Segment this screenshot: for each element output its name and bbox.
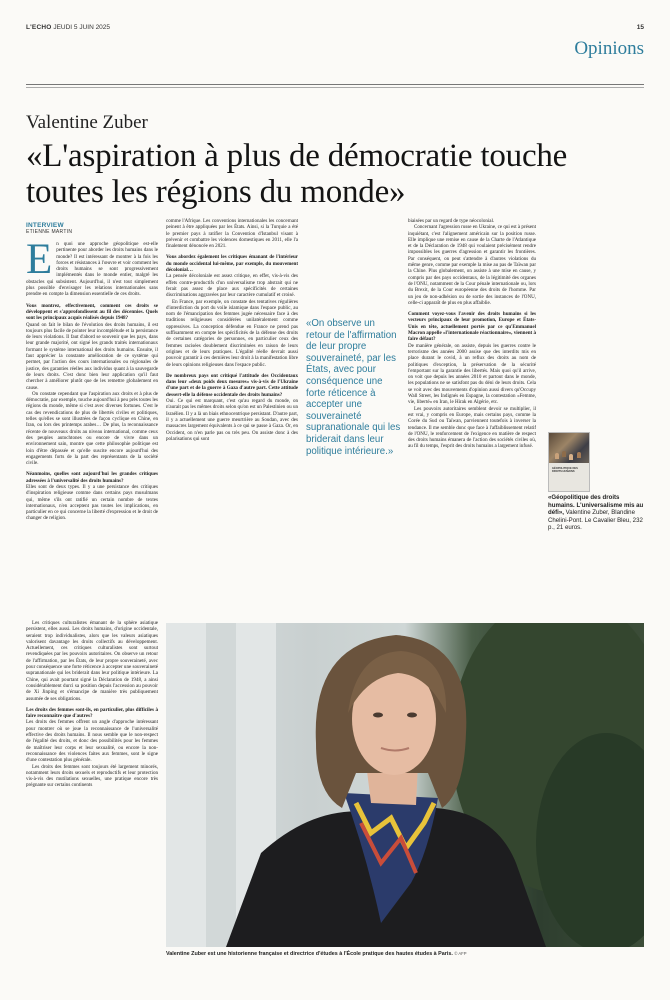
pull-quote: «On observe un retour de l'affirmation de leur propre souveraineté, par les États, avec pour conséquence une forte réticence à accepter une souveraineté supranationale qui les briderait dans leur politique intérieure.» — [306, 318, 401, 457]
paragraph: Elles sont de deux types. Il y a une persistance des critiques d'inspiration religieuse comme dans certains pays musulmans qui, même s'ils ont ratifié un certain nombre de textes internationaux, n'en acceptent pas toutes les implications, en particulier en ce qui concerne la liberté d'expression et le droit de changer de religion. — [26, 483, 158, 522]
paragraph: Concernant l'agression russe en Ukraine, ce qui est à présent inquiétant, c'est l'alignement américain sur la position russe. Elle implique une remise en cause de la Charte de l'Atlantique et de la Déclaration de 1948 qui voulaient précisément rendre impossibles les guerres d'agression et garantir les frontières. Par conséquent, on peut s'attendre à d'autres violations du même genre, comme par exemple la mise au pas de Taïwan par la Chine. Plus globalement, on assiste à une mise en cause, y compris par des pays occidentaux, de la légitimité des organes de l'ONU, notamment de la Cour pénale internationale ou, lors du Brexit, de la Cour européenne des droits de l'homme. Par un jeu de non-adhésion ou de sortie des instances de l'ONU, celle-ci apparaît de plus en plus affaiblie. — [408, 224, 536, 306]
article-byline: ETIENNE MARTIN — [26, 229, 73, 235]
interview-question: Néanmoins, quelles sont aujourd'hui les grandes critiques adressées à l'universalité des droits humains? — [26, 471, 158, 484]
photo-caption-text: Valentine Zuber est une historienne française et directrice d'études à l'École pratique des hautes études à Paris. — [166, 951, 453, 957]
article-headline: «L'aspiration à plus de démocratie touche toutes les régions du monde» — [26, 138, 568, 210]
interview-question: Vous abordez également les critiques émanant de l'intérieur du monde occidental lui-même, par exemple, du mouvement décolonial… — [166, 254, 298, 274]
paragraph: En France, par exemple, on constate des tentatives régulières d'interdiction du port du voile islamique dans l'espace public, au nom de l'émancipation des femmes jugée nécessaire face à des traditions religieuses considérées unilatéralement comme oppressives. La conception défendue en France ne prend pas suffisamment en compte les spécificités de la défense des droits de certaines catégories de personnes, en particulier ceux des femmes racisées doublement discriminées en raison de leurs origines et de leurs pratiques. L'égalité réelle devrait aussi pouvoir garantir à ces dernières leur droit à la manifestation libre de leurs opinions religieuses dans l'espace public. — [166, 298, 298, 368]
paragraph: Quand on fait le bilan de l'évolution des droits humains, il est toujours plus facile de pointer leur incomplétude et la persistance de leurs violations. Il faut d'abord se souvenir que les pays, dans leur grande majorité, ont signé les grands traités internationaux formant le système international des droits humains. Ensuite, il faut apprécier la constante amélioration de ce système qui permet, par l'action des cours internationales ou régionales de justice, des garanties réelles aux individus quant à la sauvegarde de leurs droits. C'est donc bien leur application qu'il faut chercher à améliorer plutôt que de les remettre globalement en cause. — [26, 321, 158, 391]
interview-question: Les droits des femmes sont-ils, en particulier, plus difficiles à faire reconnaître que d'autres? — [26, 706, 158, 720]
portrait-photo — [166, 623, 644, 947]
book-cover-title: GÉOPOLITIQUE DES DROITS HUMAINS — [552, 467, 578, 474]
interview-question: De nombreux pays ont critiqué l'attitude des Occidentaux dans leur «deux poids deux mesures» vis-à-vis de l'Ukraine d'une part et de la guerre à Gaza d'autre part. Cette attitude dessert-elle la défense occidentale des droits humains? — [166, 372, 298, 398]
paragraph: Les critiques culturalistes émanant de la sphère asiatique persistent, elles aussi. Les droits humains, d'origine occidentale, seraient trop individualistes, alors que les valeurs asiatiques valorisent davantage les droits collectifs au développement. Actuellement, ces critiques culturalistes sont surtout revendiquées par les pouvoirs autoritaires. On observe un retour de l'affirmation, par les États, de leur propre souveraineté, avec pour conséquence une forte réticence à accepter une souveraineté supranationale qui les briderait dans leur politique intérieure. La Chine, qui avait pourtant signé la Déclaration de 1948, a ainsi considérablement durci sa position depuis l'accession au pouvoir de Xi Jinping et s'émancipe de manière très publiquement assumée de ses obligations. — [26, 620, 158, 702]
paragraph: n quoi une approche géopolitique est-elle pertinente pour aborder les droits humains dans le monde? Il est intéressant de montrer à la fois les forces et résistances à l'œuvre et voir comment les droits humains se sont progressivement implémentés dans le monde entier, malgré les obstacles qui subsistent. Aujourd'hui, il n'est tout simplement plus possible d'envisager les relations internationales sans prendre en compte la dimension essentielle de ces droits. — [26, 241, 158, 298]
photo-caption — [166, 951, 644, 957]
drop-cap: E — [26, 241, 53, 283]
paragraph: biaisées par un regard de type néocolonial. — [408, 218, 495, 224]
interview-question: Vous montrez, effectivement, comment ces droits se développent et s'approfondissent au fil des décennies. Quels sont les principaux acquis réalisés depuis 1948? — [26, 302, 158, 322]
article-column-2 — [166, 218, 298, 618]
book-cover-image — [548, 432, 590, 492]
photo-credit: © AFP — [454, 951, 467, 956]
book-title: «Géopolitique des droits humains. L'universalisme mis au défi», — [548, 494, 644, 517]
masthead-line — [26, 24, 110, 31]
article-column-1-lower — [26, 620, 158, 992]
header-divider — [26, 84, 644, 85]
book-details: Valentine Zuber, Blandine Chelini-Pont. Le Cavalier Bleu, 232 p., 21 euros. — [548, 509, 643, 532]
header-divider-thin — [26, 87, 644, 88]
interview-question: Comment voyez-vous l'avenir des droits humains si les vecteurs principaux de leur promotion, Europe et États-Unis en tête, actuellement portés par ce qu'Emmanuel Macron appelle «l'internationale réactionnaire», viennent à faire défaut? — [408, 311, 536, 343]
article-column-1 — [26, 241, 158, 617]
issue-date: JEUDI 5 JUIN 2025 — [53, 24, 111, 31]
page-number: 15 — [636, 24, 644, 31]
book-caption — [548, 494, 644, 532]
section-title: Opinions — [574, 38, 644, 59]
article-column-3 — [408, 218, 536, 618]
article-kicker: INTERVIEW — [26, 222, 64, 229]
paragraph: On constate cependant que l'aspiration aux droits et à plus de démocratie, par exemple, touche aujourd'hui à peu près toutes les régions du monde, même si c'est avec diverses fortunes. C'est le cas des revendications de plus de libertés civiles et politiques, telles qu'elles se sont illustrées de façon cyclique en Chine, en Iran, ou lors des printemps arabes… De plus, la reconnaissance récente de nouveaux droits au niveau international, comme ceux des peuples autochtones ou encore de vivre dans un environnement sain, montre que cette philosophie politique est loin d'être dépassée et qu'elle suscite encore aujourd'hui des engagements forts de la part des représentants de la société civile. — [26, 390, 158, 467]
interviewee-name: Valentine Zuber — [26, 112, 148, 133]
portrait-illustration — [166, 623, 644, 947]
paragraph: Oui. Ce qui est marquant, c'est qu'au regard du monde, on n'aurait pas les mêmes droits selon qu'on est un Palestinien ou un Israélien. Il y a là un biais ethnocentrique persistant. D'autre part, il y a actuellement une guerre meurtrière au Soudan, avec des massacres largement équivalents à ce qui se passe à Gaza. Or, en Occident, on n'en parle pas ou très peu. On assiste donc à des polarisations qui sont — [166, 398, 298, 442]
book-cover-photo — [549, 433, 589, 463]
paper-name: L'ECHO — [26, 24, 52, 31]
paragraph: De manière générale, on assiste, depuis les guerres contre le terrorisme des années 2000 assise que des interdits mis en place durant le covid, à un reflux des droits au nom de politiques d'exception, la préservation de la sécurité l'emportant sur la garantie des libertés. Mais quoi qu'il arrive, on voit que depuis les années 2010 et partout dans le monde, les populations ne se satisfont pas du déni de leurs droits. Cela se voit avec des mouvements d'opinion aussi divers qu'Occupy Wall Street, les Indignés en Espagne, la contestation «Femme, vie, liberté» en Iran, le Hirak en Algérie, etc. — [408, 342, 536, 406]
paragraph: comme l'Afrique. Les conventions internationales les concernant peinent à être appliquées par les États. Ainsi, si la Turquie a été le premier pays à ratifier la Convention d'Istanbul visant à prévenir et combattre les violences domestiques en 2011, elle l'a finalement dénoncée en 2021. — [166, 218, 298, 250]
paragraph: La pensée décoloniale est assez critique, en effet, vis-à-vis des effets contre-productifs d'un universalisme trop abstrait qui ne ferait pas assez de place aux spécificités de certaines discriminations aggravées par leur caractère cumulatif et croisé. — [166, 273, 298, 299]
paragraph: Les pouvoirs autoritaires semblent devoir se multiplier, il est vrai, y compris en Europe, mais certains pays, comme la Corée du Sud ou Taïwan, parviennent toutefois à inverser la tendance. Il me semble donc que face à l'affaiblissement relatif de l'ONU, le renforcement de l'exigence en matière de respect des droits humains émanera de l'action des sociétés civiles où, au fil du temps, l'esprit des droits humains a largement infusé. — [408, 405, 536, 450]
paragraph: Les droits des femmes sont toujours été largement minorés, notamment leurs droits sexuels et reproductifs et leur protection vis-à-vis des mutilations sexuelles, une pratique encore très prégnante sur certains continents — [26, 763, 158, 789]
paragraph: Les droits des femmes offrent un angle d'approche intéressant pour montrer où se joue la reconnaissance de l'universalité effective des droits humains. Il nous semble que le non-respect de l'égalité des droits, et donc des possibilités pour les femmes de maîtriser leur corps et leur sexualité, ou encore la non-reconnaissance des violences faites aux femmes, sont le signe d'une contestation plus générale. — [26, 719, 158, 764]
page-header — [26, 22, 644, 34]
